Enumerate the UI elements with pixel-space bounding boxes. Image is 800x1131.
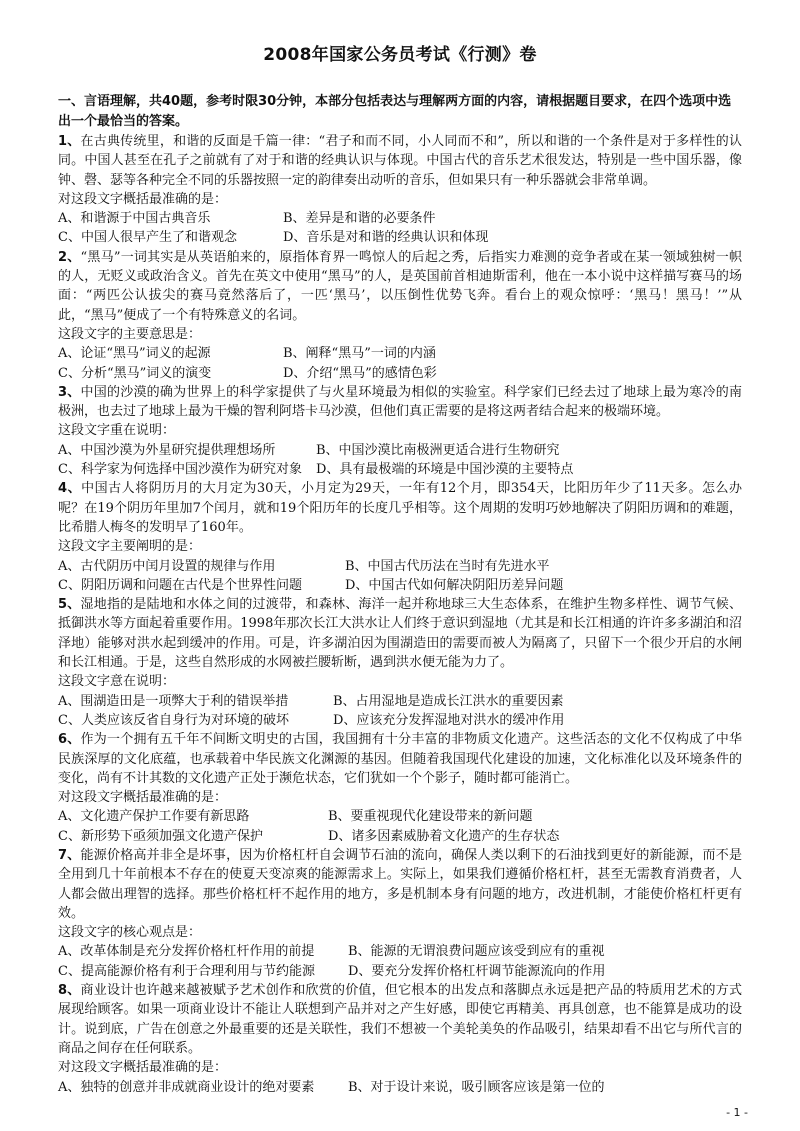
section-instruction: 一、言语理解，共40题，参考时限30分钟，本部分包括表达与理解两方面的内容，请根据题目要求，在四个选项中选出一个最恰当的答案。 xyxy=(58,94,732,129)
option-a: A、古代阴历中闰月设置的规律与作用 xyxy=(58,558,276,574)
question-text xyxy=(58,595,742,672)
question-item xyxy=(58,595,742,730)
question-text xyxy=(58,132,742,190)
exam-page xyxy=(58,40,742,1097)
question-prompt: 这段文字主要阐明的是： xyxy=(58,539,202,555)
option-b: B、能源的无谓浪费问题应该受到应有的重视 xyxy=(348,944,605,960)
question-item xyxy=(58,981,742,1097)
question-text xyxy=(58,730,742,788)
question-item xyxy=(58,383,742,479)
question-prompt: 这段文字的核心观点是： xyxy=(58,925,202,941)
option-row xyxy=(58,209,742,228)
option-a: A、文化遗产保护工作要有新思路 xyxy=(58,809,250,825)
option-d: D、应该充分发挥湿地对洪水的缓冲作用 xyxy=(333,712,565,728)
option-row xyxy=(58,827,742,846)
question-body: 商业设计也许越来越被赋予艺术创作和欣赏的价值，但它根本的出发点和落脚点永远是把产品的特质用艺术的方式展现给顾客。如果一项商业设计不能让人联想到产品并对之产生好感，即使它再精美、再具创意，也不能算是成功的设计。说到底，广告在创意之外最重要的还是关联性，我们不想被一个美轮美奂的作品吸引，结果却看不出它与所代言的商品之间存在任何联系。 xyxy=(58,983,742,1056)
question-body: 作为一个拥有五千年不间断文明史的古国，我国拥有十分丰富的非物质文化遗产。这些活态的文化不仅构成了中华民族深厚的文化底蕴，也承载着中华民族文化渊源的基因。但随着我国现代化建设的加速，文化标准化以及环境条件的变化，尚有不计其数的文化遗产正处于濒危状态，它们犹如一个个影子，随时都可能消亡。 xyxy=(58,732,742,786)
question-text xyxy=(58,479,742,537)
question-number: 7、 xyxy=(58,847,81,863)
page-number: - 1 - xyxy=(726,1106,748,1119)
question-body: 湿地指的是陆地和水体之间的过渡带，和森林、海洋一起并称地球三大生态体系，在维护生物多样性、调节气候、抵御洪水等方面起着重要作用。1998年那次长江大洪水让人们终于意识到湿地（尤其是和长江相通的许许多多湖泊和沼泽地）能够对洪水起到缓冲的作用。可是，许多湖泊因为围湖造田的需要而被人为隔离了，只留下一个很少开启的水闸和长江相通。于是，这些自然形成的水网被拦腰斩断，遇到洪水便无能为力了。 xyxy=(58,597,742,671)
option-b: B、中国古代历法在当时有先进水平 xyxy=(345,558,550,574)
option-a: A、中国沙漠为外星研究提供理想场所 xyxy=(58,442,276,458)
option-c: C、新形势下亟须加强文化遗产保护 xyxy=(58,828,263,844)
option-c: C、科学家为何选择中国沙漠作为研究对象 xyxy=(58,462,302,478)
question-text xyxy=(58,248,742,325)
question-list xyxy=(58,132,742,1097)
question-text xyxy=(58,981,742,1058)
option-d: D、要充分发挥价格杠杆调节能源流向的作用 xyxy=(348,963,606,979)
option-row xyxy=(58,711,742,730)
question-body: “黑马”一词其实是从英语舶来的，原指体育界一鸣惊人的后起之秀，后指实力难测的竞争者或在某一领域独树一帜的人，无贬义或政治含义。首先在英文中使用“黑马”的人，是英国前首相迪斯雷利，他在一本小说中这样描写赛马的场面：“两匹公认拔尖的赛马竟然落后了，一匹‘黑马’，以压倒性优势飞奔。看台上的观众惊呼：‘黑马！黑马！’”从此，“黑马”便成了一个有特殊意义的名词。 xyxy=(58,249,743,323)
question-number: 2、 xyxy=(58,249,81,265)
option-d: D、诸多因素威胁着文化遗产的生存状态 xyxy=(328,828,560,844)
option-a: A、独特的创意并非成就商业设计的绝对要素 xyxy=(58,1079,315,1095)
option-c: C、中国人很早产生了和谐观念 xyxy=(58,230,237,246)
option-row xyxy=(58,228,742,247)
question-item xyxy=(58,479,742,595)
question-prompt: 这段文字意在说明： xyxy=(58,674,176,690)
option-c: C、分析“黑马”词义的演变 xyxy=(58,365,212,381)
question-number: 3、 xyxy=(58,384,81,400)
question-prompt: 对这段文字概括最准确的是： xyxy=(58,191,228,207)
question-item xyxy=(58,730,742,846)
question-item xyxy=(58,248,742,383)
option-b: B、对于设计来说，吸引顾客应该是第一位的 xyxy=(348,1079,605,1095)
option-a: A、和谐源于中国古典音乐 xyxy=(58,211,211,227)
option-a: A、改革体制是充分发挥价格杠杆作用的前提 xyxy=(58,944,315,960)
option-b: B、阐释“黑马”一词的内涵 xyxy=(283,346,436,362)
option-row xyxy=(58,807,742,826)
option-row xyxy=(58,692,742,711)
option-d: D、音乐是对和谐的经典认识和体现 xyxy=(283,230,489,246)
option-b: B、占用湿地是造成长江洪水的重要因素 xyxy=(333,693,564,709)
option-b: B、要重视现代化建设带来的新问题 xyxy=(328,809,533,825)
option-row xyxy=(58,344,742,363)
question-body: 中国古人将阴历月的大月定为30天，小月定为29天，一年有12个月，即354天，比阳历年少了11天多。怎么办呢？在19个阴历年里加7个闰月，就和19个阳历年的长度几乎相等。这个周期的发明巧妙地解决了阴阳历调和的难题，比希腊人梅冬的发明早了160年。 xyxy=(58,481,743,535)
option-row xyxy=(58,962,742,981)
option-c: C、提高能源价格有利于合理利用与节约能源 xyxy=(58,963,315,979)
question-number: 6、 xyxy=(58,732,81,748)
option-d: D、具有最极端的环境是中国沙漠的主要特点 xyxy=(316,462,574,478)
option-row xyxy=(58,364,742,383)
question-prompt: 对这段文字概括最准确的是： xyxy=(58,1060,228,1076)
option-a: A、论证“黑马”词义的起源 xyxy=(58,346,211,362)
option-d: D、中国古代如何解决阴阳历差异问题 xyxy=(345,577,564,593)
question-prompt: 这段文字的主要意思是： xyxy=(58,326,202,342)
option-d: D、介绍“黑马”的感情色彩 xyxy=(283,365,437,381)
exam-title: 2008年国家公务员考试《行测》卷 xyxy=(263,45,537,65)
question-number: 1、 xyxy=(58,134,81,149)
question-prompt: 这段文字重在说明： xyxy=(58,423,176,439)
question-item xyxy=(58,846,742,981)
option-c: C、阴阳历调和问题在古代是个世界性问题 xyxy=(58,577,302,593)
option-b: B、中国沙漠比南极洲更适合进行生物研究 xyxy=(316,442,560,458)
question-body: 在古典传统里，和谐的反面是千篇一律：“君子和而不同，小人同而不和”，所以和谐的一个条件是对于多样性的认同。中国人甚至在孔子之前就有了对于和谐的经典认识与体现。中国古代的音乐艺术很发达，特别是一些中国乐器，像钟、磬、瑟等各种完全不同的乐器按照一定的韵律奏出动听的音乐，但如果只有一种乐器就会非常单调。 xyxy=(58,134,743,188)
option-a: A、围湖造田是一项弊大于利的错误举措 xyxy=(58,693,289,709)
option-row xyxy=(58,576,742,595)
question-body: 中国的沙漠的确为世界上的科学家提供了与火星环境最为相似的实验室。科学家们已经去过了地球上最为寒冷的南极洲，也去过了地球上最为干燥的智利阿塔卡马沙漠，但他们真正需要的是将这两者结合起来的极端环境。 xyxy=(58,384,742,420)
option-row xyxy=(58,441,742,460)
option-row xyxy=(58,942,742,961)
question-item xyxy=(58,132,742,248)
question-body: 能源价格高并非全是坏事，因为价格杠杆自会调节石油的流向，确保人类以剩下的石油找到更好的新能源，而不是全用到几十年前根本不存在的使夏天变凉爽的能源需求上。实际上，如果我们遵循价格杠杆，甚至无需教育消费者，人人都会做出理智的选择。那些价格杠杆不起作用的地方，多是机制本身有问题的地方，改进机制，才能使价格杠杆更有效。 xyxy=(58,847,742,921)
question-number: 8、 xyxy=(58,983,81,999)
question-text xyxy=(58,846,742,923)
question-number: 4、 xyxy=(58,481,82,497)
question-number: 5、 xyxy=(58,597,81,613)
option-row xyxy=(58,557,742,576)
option-b: B、差异是和谐的必要条件 xyxy=(283,211,436,227)
option-row xyxy=(58,460,742,479)
option-c: C、人类应该反省自身行为对环境的破坏 xyxy=(58,712,289,728)
question-text xyxy=(58,383,742,422)
question-prompt: 对这段文字概括最准确的是： xyxy=(58,790,228,806)
option-row xyxy=(58,1078,742,1097)
